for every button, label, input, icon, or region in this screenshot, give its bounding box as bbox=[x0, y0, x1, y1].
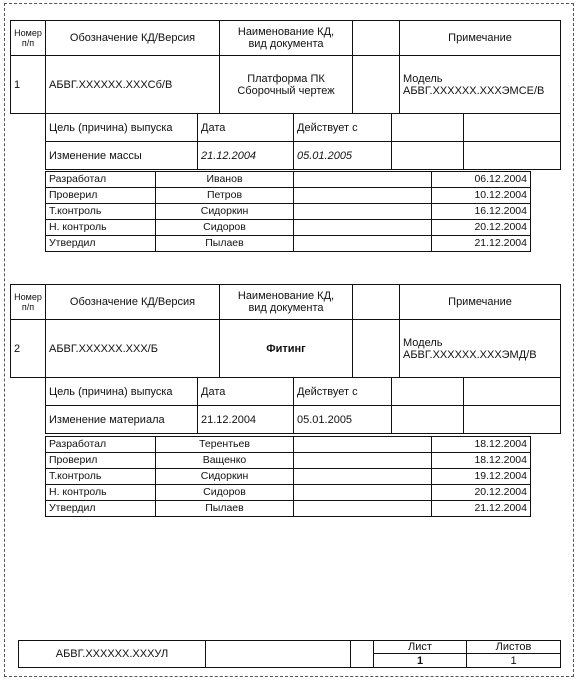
header-name: Наименование КД, вид документа bbox=[220, 285, 353, 320]
stamp-sheet-label: Лист bbox=[374, 641, 467, 654]
record-1-note: Модель АБВГ.XXXXXX.XXXЭМСЕ/В bbox=[400, 56, 561, 114]
header-blank bbox=[353, 285, 400, 320]
header-note: Примечание bbox=[400, 21, 561, 56]
purpose-blank-2 bbox=[464, 114, 561, 142]
record-1-number: 1 bbox=[11, 56, 46, 114]
record-1-main-table bbox=[10, 20, 561, 114]
record-1-signature-table bbox=[45, 171, 531, 252]
record-1-blank bbox=[353, 56, 400, 114]
signature-row: Проверил Петров 10.12.2004 bbox=[46, 188, 531, 204]
purpose-reason-header: Цель (причина) выпуска bbox=[46, 114, 198, 142]
stamp-sheets-label: Листов bbox=[467, 641, 561, 654]
purpose-blank-3 bbox=[392, 406, 464, 434]
header-number: Номер п/п bbox=[11, 21, 46, 56]
purpose-blank-2 bbox=[464, 378, 561, 406]
record-2-number: 2 bbox=[11, 320, 46, 378]
purpose-blank-1 bbox=[392, 378, 464, 406]
header-number: Номер п/п bbox=[11, 285, 46, 320]
record-1-name: Платформа ПК Сборочный чертеж bbox=[220, 56, 353, 114]
header-name: Наименование КД, вид документа bbox=[220, 21, 353, 56]
purpose-effective-header: Действует с bbox=[294, 114, 392, 142]
record-2-blank bbox=[353, 320, 400, 378]
purpose-date-header: Дата bbox=[198, 378, 294, 406]
header-blank bbox=[353, 21, 400, 56]
header-designation: Обозначение КД/Версия bbox=[46, 21, 220, 56]
stamp-blank-1 bbox=[206, 641, 351, 668]
record-2-note: Модель АБВГ.XXXXXX.XXXЭМД/В bbox=[400, 320, 561, 378]
stamp-blank-2 bbox=[351, 641, 374, 668]
record-2-signature-table bbox=[45, 436, 531, 517]
purpose-blank-1 bbox=[392, 114, 464, 142]
record-2-name: Фитинг bbox=[220, 320, 353, 378]
purpose-effective-header: Действует с bbox=[294, 378, 392, 406]
purpose-date-header: Дата bbox=[198, 114, 294, 142]
title-stamp bbox=[18, 640, 561, 668]
stamp-sheet-value: 1 bbox=[374, 654, 467, 668]
purpose-blank-3 bbox=[392, 142, 464, 170]
stamp-designation: АБВГ.XXXXXX.XXXУЛ bbox=[19, 641, 206, 668]
record-2-main-table bbox=[10, 284, 561, 378]
purpose-blank-4 bbox=[464, 142, 561, 170]
purpose-reason-header: Цель (причина) выпуска bbox=[46, 378, 198, 406]
signature-row: Утвердил Пылаев 21.12.2004 bbox=[46, 501, 531, 517]
signature-row: Разработал Терентьев 18.12.2004 bbox=[46, 437, 531, 453]
signature-row: Н. контроль Сидоров 20.12.2004 bbox=[46, 220, 531, 236]
record-2-reason: Изменение материала bbox=[46, 406, 198, 434]
signature-row: Т.контроль Сидоркин 16.12.2004 bbox=[46, 204, 531, 220]
purpose-blank-4 bbox=[464, 406, 561, 434]
signature-row: Т.контроль Сидоркин 19.12.2004 bbox=[46, 469, 531, 485]
record-1-date: 21.12.2004 bbox=[198, 142, 294, 170]
record-1-reason: Изменение массы bbox=[46, 142, 198, 170]
record-2-purpose-table bbox=[45, 377, 561, 434]
record-2-designation: АБВГ.XXXXXX.XXX/Б bbox=[46, 320, 220, 378]
record-2-date: 21.12.2004 bbox=[198, 406, 294, 434]
record-1-designation: АБВГ.XXXXXX.XXXСб/В bbox=[46, 56, 220, 114]
signature-row: Проверил Ващенко 18.12.2004 bbox=[46, 453, 531, 469]
header-designation: Обозначение КД/Версия bbox=[46, 285, 220, 320]
record-2-effective: 05.01.2005 bbox=[294, 406, 392, 434]
signature-row: Разработал Иванов 06.12.2004 bbox=[46, 172, 531, 188]
record-1-effective: 05.01.2005 bbox=[294, 142, 392, 170]
header-note: Примечание bbox=[400, 285, 561, 320]
stamp-sheets-value: 1 bbox=[467, 654, 561, 668]
signature-row: Утвердил Пылаев 21.12.2004 bbox=[46, 236, 531, 252]
record-1-purpose-table bbox=[45, 113, 561, 170]
signature-row: Н. контроль Сидоров 20.12.2004 bbox=[46, 485, 531, 501]
